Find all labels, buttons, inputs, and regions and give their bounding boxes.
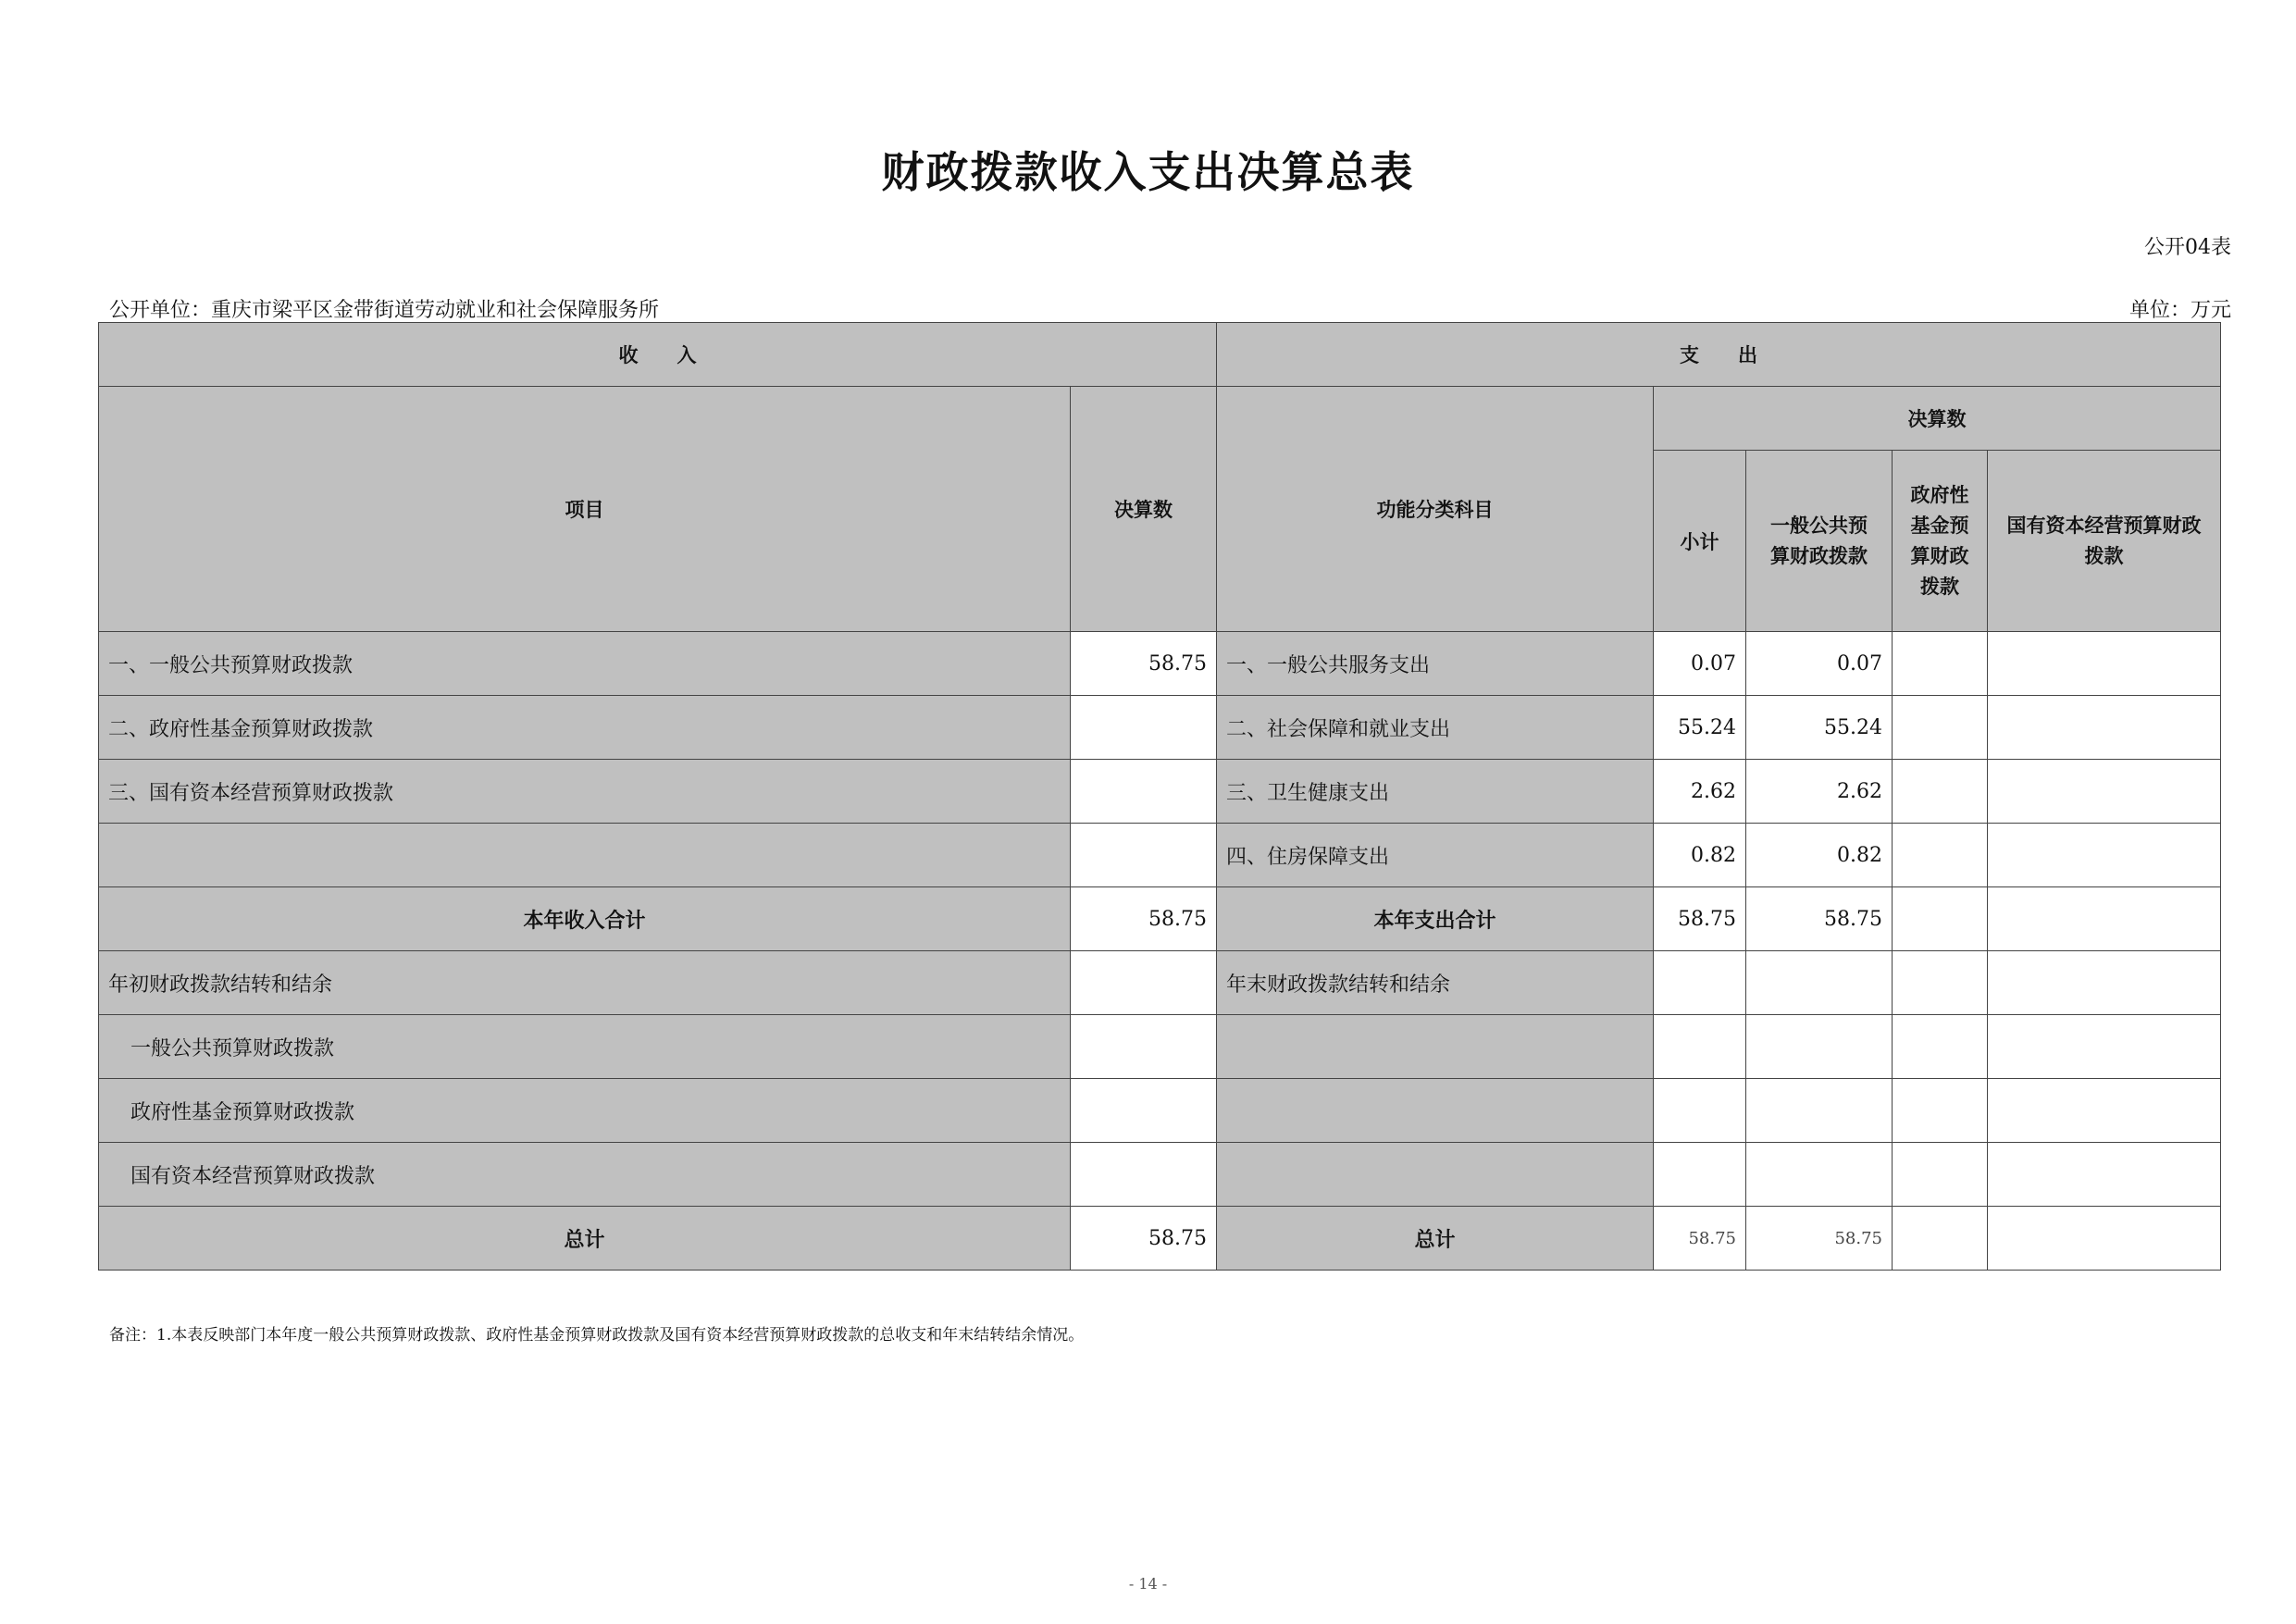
expense-subtotal: 55.24 (1654, 696, 1746, 760)
page-number: - 14 - (1128, 1575, 1168, 1593)
income-item: 政府性基金预算财政拨款 (99, 1079, 1071, 1143)
expense-gov-fund (1893, 951, 1988, 1015)
table-row (99, 632, 2221, 696)
expense-item: 四、住房保障支出 (1217, 824, 1654, 887)
table-row (99, 1143, 2221, 1207)
income-amount (1071, 824, 1217, 887)
income-grand-total-label: 总计 (99, 1207, 1071, 1271)
expense-general (1746, 1079, 1893, 1143)
expense-subtotal: 58.75 (1654, 887, 1746, 951)
expense-subtotal (1654, 1143, 1746, 1207)
expense-state-capital (1988, 696, 2221, 760)
table-number: 公开04表 (2144, 236, 2231, 259)
expense-general (1746, 1143, 1893, 1207)
expense-general: 58.75 (1746, 887, 1893, 951)
expense-item: 年末财政拨款结转和结余 (1217, 951, 1654, 1015)
expense-general: 0.82 (1746, 824, 1893, 887)
expense-state-capital (1988, 1143, 2221, 1207)
income-amount (1071, 1015, 1217, 1079)
expense-gov-fund (1893, 887, 1988, 951)
income-item: 二、政府性基金预算财政拨款 (99, 696, 1071, 760)
expense-item (1217, 1079, 1654, 1143)
expense-state-capital (1988, 951, 2221, 1015)
reporting-unit: 公开单位：重庆市梁平区金带街道劳动就业和社会保障服务所 (109, 299, 660, 322)
expense-item (1217, 1143, 1654, 1207)
page-title: 财政拨款收入支出决算总表 (881, 147, 1415, 197)
table-row (99, 760, 2221, 824)
expense-state-capital (1988, 824, 2221, 887)
expense-subtotal (1654, 1015, 1746, 1079)
annual-total-row (99, 887, 2221, 951)
expense-general: 55.24 (1746, 696, 1893, 760)
expense-grand-total-label: 总计 (1217, 1207, 1654, 1271)
expense-state-capital (1988, 760, 2221, 824)
expense-state-capital (1988, 1207, 2221, 1271)
income-amount: 58.75 (1071, 1207, 1217, 1271)
income-header: 收 入 (99, 323, 1217, 387)
expense-item (1217, 1015, 1654, 1079)
expense-gov-fund (1893, 1015, 1988, 1079)
expense-general: 0.07 (1746, 632, 1893, 696)
expense-state-capital (1988, 1015, 2221, 1079)
income-item: 国有资本经营预算财政拨款 (99, 1143, 1071, 1207)
expense-subtotal (1654, 1079, 1746, 1143)
expense-gov-fund (1893, 1207, 1988, 1271)
general-budget-header: 一般公共预算财政拨款 (1746, 451, 1893, 632)
state-capital-header: 国有资本经营预算财政拨款 (1988, 451, 2221, 632)
currency-unit: 单位：万元 (2128, 299, 2231, 322)
income-item: 一、一般公共预算财政拨款 (99, 632, 1071, 696)
appropriation-summary-table (98, 322, 2221, 1271)
expense-subtotal: 0.07 (1654, 632, 1746, 696)
expense-total-label: 本年支出合计 (1217, 887, 1654, 951)
income-amount (1071, 696, 1217, 760)
income-amount (1071, 760, 1217, 824)
expense-subtotal: 0.82 (1654, 824, 1746, 887)
table-row (99, 824, 2221, 887)
expense-header: 支 出 (1217, 323, 2221, 387)
expense-gov-fund (1893, 760, 1988, 824)
expense-subtotal: 2.62 (1654, 760, 1746, 824)
table-row (99, 951, 2221, 1015)
income-total-label: 本年收入合计 (99, 887, 1071, 951)
expense-general: 58.75 (1746, 1207, 1893, 1271)
income-amount (1071, 951, 1217, 1015)
table-row (99, 1015, 2221, 1079)
income-amount: 58.75 (1071, 632, 1217, 696)
expense-amount-header: 决算数 (1654, 387, 2221, 451)
grand-total-row (99, 1207, 2221, 1271)
expense-general (1746, 1015, 1893, 1079)
expense-general: 2.62 (1746, 760, 1893, 824)
expense-subtotal: 58.75 (1654, 1207, 1746, 1271)
expense-state-capital (1988, 632, 2221, 696)
expense-gov-fund (1893, 632, 1988, 696)
gov-fund-header: 政府性基金预算财政拨款 (1893, 451, 1988, 632)
expense-item: 一、一般公共服务支出 (1217, 632, 1654, 696)
expense-item: 三、卫生健康支出 (1217, 760, 1654, 824)
table-row (99, 696, 2221, 760)
footnote: 备注：1.本表反映部门本年度一般公共预算财政拨款、政府性基金预算财政拨款及国有资本经营预算财政拨款的总收支和年末结转结余情况。 (109, 1326, 1085, 1345)
expense-gov-fund (1893, 696, 1988, 760)
income-item: 一般公共预算财政拨款 (99, 1015, 1071, 1079)
income-amount (1071, 1143, 1217, 1207)
subtotal-header: 小计 (1654, 451, 1746, 632)
expense-gov-fund (1893, 824, 1988, 887)
income-item (99, 824, 1071, 887)
income-item-header: 项目 (99, 387, 1071, 632)
income-amount-header: 决算数 (1071, 387, 1217, 632)
function-subject-header: 功能分类科目 (1217, 387, 1654, 632)
income-amount (1071, 1079, 1217, 1143)
expense-state-capital (1988, 1079, 2221, 1143)
expense-general (1746, 951, 1893, 1015)
expense-gov-fund (1893, 1079, 1988, 1143)
expense-gov-fund (1893, 1143, 1988, 1207)
income-amount: 58.75 (1071, 887, 1217, 951)
income-item: 年初财政拨款结转和结余 (99, 951, 1071, 1015)
expense-state-capital (1988, 887, 2221, 951)
expense-item: 二、社会保障和就业支出 (1217, 696, 1654, 760)
expense-subtotal (1654, 951, 1746, 1015)
table-row (99, 1079, 2221, 1143)
income-item: 三、国有资本经营预算财政拨款 (99, 760, 1071, 824)
